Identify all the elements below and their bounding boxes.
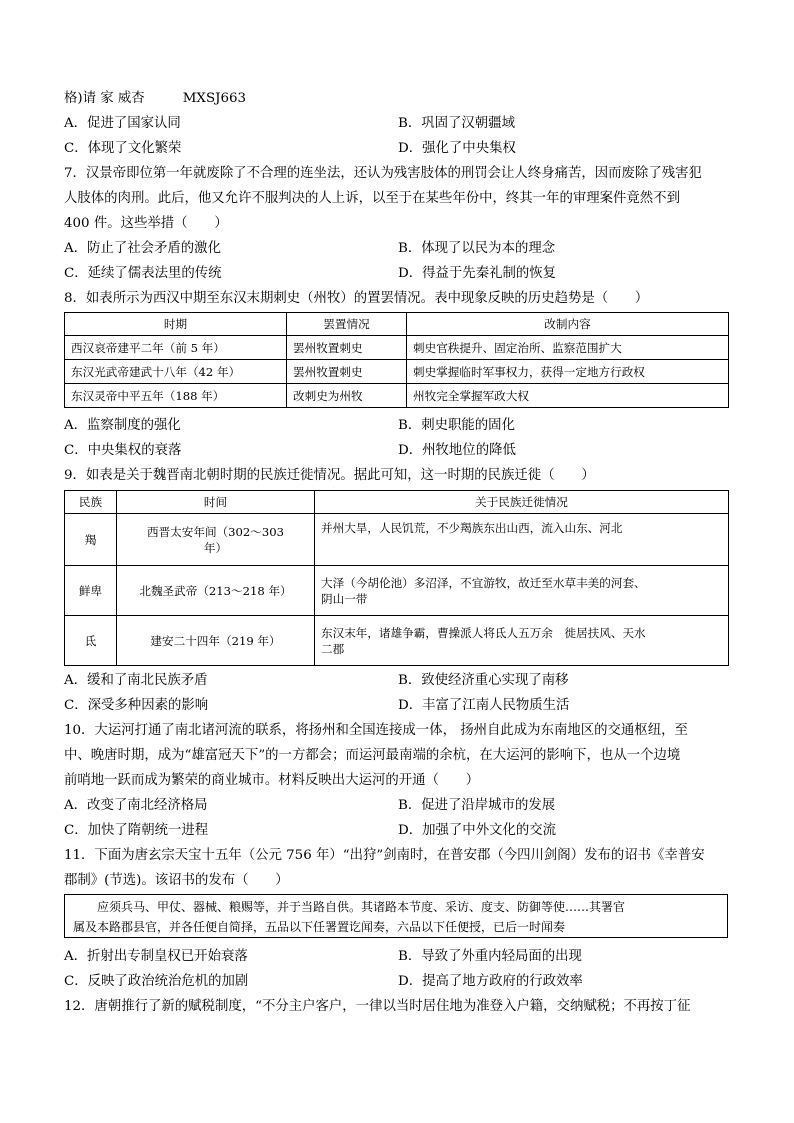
q8-cell-period: 东汉光武帝建武十八年（42 年） xyxy=(65,360,287,384)
q8-header-reform: 改制内容 xyxy=(407,313,729,336)
q9-cell-time: 建安二十四年（219 年） xyxy=(117,616,315,666)
q8-option-d[interactable]: D．州牧地位的降低 xyxy=(398,443,516,458)
q8-header-period: 时期 xyxy=(65,313,287,336)
q9-header-time: 时间 xyxy=(117,491,315,514)
q11-option-c[interactable]: C．反映了政治统治危机的加剧 xyxy=(64,974,249,989)
q9-cell-detail xyxy=(315,566,729,616)
q9-stem: 9．如表是关于魏晋南北朝时期的民族迁徙情况。据此可知，这一时期的民族迁徙（ ） xyxy=(64,468,595,483)
q9-cell-time: 北魏圣武帝（213～218 年） xyxy=(117,566,315,616)
q10-stem-line-1: 10．大运河打通了南北诸河流的联系，将扬州和全国连接成一体， 扬州自此成为东南地区的交通枢纽，至 xyxy=(64,723,688,738)
q9-cell-time-line-2: 年） xyxy=(203,540,228,555)
q9-option-b[interactable]: B．致使经济重心实现了南移 xyxy=(398,673,569,688)
table-row xyxy=(65,514,729,566)
q10-stem-line-2: 中、晚唐时期，成为“雄富冠天下”的一方都会；而运河最南端的余杭，在大运河的影响下，也从一个边境 xyxy=(64,748,681,763)
q9-cell-detail-line-2: 二郡 xyxy=(321,641,345,656)
q8-option-b[interactable]: B．刺史职能的固化 xyxy=(398,418,515,433)
q9-option-a[interactable]: A．缓和了南北民族矛盾 xyxy=(64,673,208,688)
q9-cell-nation: 羯 xyxy=(65,514,117,566)
q6-option-b[interactable]: B．巩固了汉朝疆域 xyxy=(398,116,515,131)
header-fragment: 格)请 家 威杏 xyxy=(64,91,145,106)
q9-table-header-row xyxy=(65,491,729,514)
table-row xyxy=(65,336,729,360)
q9-cell-nation: 氐 xyxy=(65,616,117,666)
q10-option-c[interactable]: C．加快了隋朝统一进程 xyxy=(64,823,209,838)
q8-stem: 8．如表所示为西汉中期至东汉末期刺史（州牧）的置罢情况。表中现象反映的历史趋势是（ ） xyxy=(64,291,649,306)
table-row xyxy=(65,616,729,666)
q7-stem-line-2: 人肢体的肉刑。此后，他又允许不服判决的人上诉，以至于在某些年份中，终其一年的审理案件竟然不到 xyxy=(64,191,680,206)
q11-option-d[interactable]: D．提高了地方政府的行政效率 xyxy=(398,974,583,989)
q7-option-c[interactable]: C．延续了儒表法里的传统 xyxy=(64,266,222,281)
q10-option-b[interactable]: B．促进了沿岸城市的发展 xyxy=(398,798,556,813)
q8-cell-status: 罢州牧置刺史 xyxy=(287,360,407,384)
q7-option-d[interactable]: D．得益于先秦礼制的恢复 xyxy=(398,266,557,281)
q8-option-a[interactable]: A．监察制度的强化 xyxy=(64,418,181,433)
q8-cell-period: 东汉灵帝中平五年（188 年） xyxy=(65,384,287,408)
q9-header-nation: 民族 xyxy=(65,491,117,514)
q6-option-a[interactable]: A．促进了国家认同 xyxy=(64,116,181,131)
page-header xyxy=(64,90,246,108)
q9-cell-detail xyxy=(315,616,729,666)
q6-option-c[interactable]: C．体现了文化繁荣 xyxy=(64,141,182,156)
q11-quote-line-2: 属及本路郡县官，并各任便自简择，五品以下任署置讫闻奏，六品以下任便授，已后一时闻奏 xyxy=(73,920,566,934)
q11-option-a[interactable]: A．折射出专制皇权已开始衰落 xyxy=(64,949,248,964)
q12-stem-line-1: 12．唐朝推行了新的赋税制度，“不分主户客户，一律以当时居住地为准登入户籍，交纳赋税；不再按丁征 xyxy=(64,999,691,1014)
q10-stem-line-3: 前哨地一跃而成为繁荣的商业城市。材料反映出大运河的开通（ ） xyxy=(64,773,480,788)
q9-cell-time xyxy=(117,514,315,566)
q7-stem-line-1: 7．汉景帝即位第一年就废除了不合理的连坐法，还认为残害肢体的刑罚会让人终身痛苦，因而废除了残害犯 xyxy=(64,166,702,181)
q10-option-a[interactable]: A．改变了南北经济格局 xyxy=(64,798,208,813)
q6-option-d[interactable]: D．强化了中央集权 xyxy=(398,141,516,156)
q7-option-a[interactable]: A．防止了社会矛盾的激化 xyxy=(64,241,221,256)
q8-cell-status: 罢州牧置刺史 xyxy=(287,336,407,360)
header-code: MXSJ663 xyxy=(182,91,247,106)
q11-option-b[interactable]: B．导致了外重内轻局面的出现 xyxy=(398,949,582,964)
q11-quote-box xyxy=(64,894,728,938)
q11-stem-line-2: 郡制》(节选)。该诏书的发布（ ） xyxy=(64,873,289,888)
table-row xyxy=(65,384,729,408)
q8-header-status: 罢置情况 xyxy=(287,313,407,336)
q8-table xyxy=(64,312,729,408)
q9-cell-nation: 鲜卑 xyxy=(65,566,117,616)
q9-cell-detail-line-1: 东汉末年，诸雄争霸，曹操派人将氐人五万余 徙居扶风、天水 xyxy=(321,625,646,640)
q8-table-header-row xyxy=(65,313,729,336)
q8-cell-reform: 州牧完全掌握军政大权 xyxy=(407,384,729,408)
q11-stem-line-1: 11．下面为唐玄宗天宝十五年（公元 756 年）“出狩”剑南时，在普安郡（今四川剑阁）发布的诏书《幸普安 xyxy=(64,848,705,863)
q11-quote-line-1: 应须兵马、甲仗、器械、粮赐等，并于当路自供。其诸路本节度、采访、度支、防御等使……其署官 xyxy=(97,900,626,914)
q9-cell-detail xyxy=(315,514,729,566)
q8-cell-period: 西汉哀帝建平二年（前 5 年） xyxy=(65,336,287,360)
q9-option-d[interactable]: D．丰富了江南人民物质生活 xyxy=(398,698,570,713)
q8-cell-reform: 刺史官秩提升、固定治所、监察范围扩大 xyxy=(407,336,729,360)
q7-option-b[interactable]: B．体现了以民为本的理念 xyxy=(398,241,556,256)
q9-cell-detail-line-1: 并州大旱，人民饥荒，不少羯族东出山西，流入山东、河北 xyxy=(321,521,623,535)
q7-stem-line-3: 400 件。这些举措（ ） xyxy=(64,216,228,231)
q8-option-c[interactable]: C．中央集权的衰落 xyxy=(64,443,182,458)
q9-cell-detail-line-1: 大泽（今胡伦池）多沼泽，不宜游牧，故迁至水草丰美的河套、 xyxy=(321,575,646,590)
q9-cell-detail-line-2: 阴山一带 xyxy=(321,591,368,606)
q8-cell-status: 改刺史为州牧 xyxy=(287,384,407,408)
q10-option-d[interactable]: D．加强了中外文化的交流 xyxy=(398,823,557,838)
q8-cell-reform: 刺史掌握临时军事权力，获得一定地方行政权 xyxy=(407,360,729,384)
table-row xyxy=(65,360,729,384)
q9-table xyxy=(64,490,729,666)
q9-header-detail: 关于民族迁徙情况 xyxy=(315,491,729,514)
q9-cell-time-line-1: 西晋太安年间（302～303 xyxy=(146,524,284,539)
table-row xyxy=(65,566,729,616)
q9-option-c[interactable]: C．深受多种因素的影响 xyxy=(64,698,209,713)
